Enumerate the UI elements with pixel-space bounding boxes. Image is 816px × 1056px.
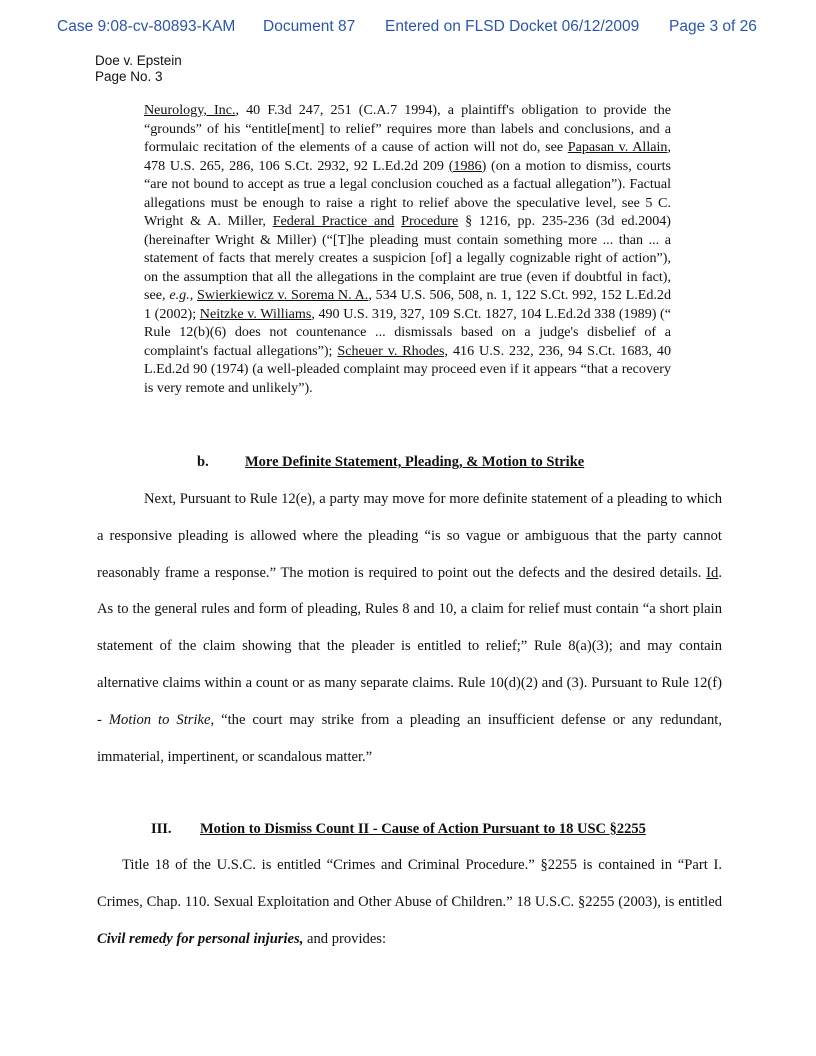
docket-entry-date: Entered on FLSD Docket 06/12/2009 <box>385 18 640 35</box>
citation: Procedure <box>401 213 459 229</box>
block-quote: Neurology, Inc., 40 F.3d 247, 251 (C.A.7 1994), a plaintiff's obligation to provide the “grounds” of his “entitle[ment] to relief” requires more than labels and conclusions, and a formulaic recitation of the elements of a cause of action will not do, see Papasan v. Allain, 478 U.S. 265, 286, 106 S.Ct. 2932, 92 L.Ed.2d 209 (1986) (on a motion to dismiss, courts “are not bound to accept as true a legal conclusion couched as a factual allegation”). Factual allegations must be enough to raise a right to relief above the speculative level, see 5 C. Wright & A. Miller, Federal Practice and Procedure § 1216, pp. 235-236 (3d ed.2004) (hereinafter Wright & Miller) (“[T]he pleading must contain something more ... than ... a statement of facts that merely creates a suspicion [of] a legally cognizable right of action”), on the assumption that all the allegations in the complaint are true (even if doubtful in fact), see, e.g., Swierkiewicz v. Sorema N. A., 534 U.S. 506, 508, n. 1, 122 S.Ct. 992, 152 L.Ed.2d 1 (2002); Neitzke v. Williams, 490 U.S. 319, 327, 109 S.Ct. 1827, 104 L.Ed.2d 338 (1989) (“ Rule 12(b)(6) does not countenance ... dismissals based on a judge's disbelief of a complaint's factual allegations”); Scheuer v. Rhodes, 416 U.S. 232, 236, 94 S.Ct. 1683, 40 L.Ed.2d 90 (1974) (a well-pleaded complaint may proceed even if it appears “that a recovery is very remote and unlikely”). <box>144 102 672 396</box>
citation: Neitzke v. Williams <box>199 305 312 322</box>
page-count: Page 3 of 26 <box>669 18 757 35</box>
paragraph-motion-to-strike: Next, Pursuant to Rule 12(e), a party may move for more definite statement of a pleading to which a responsive pleading is allowed where the pleading “is so vague or ambiguous that the party cannot reasonably frame a response.” The motion is required to point out the defects and the desired details. Id. As to the general rules and form of pleading, Rules 8 and 10, a claim for relief must contain “a short plain statement of the claim showing that the pleader is entitled to relief;” Rule 8(a)(3); and may contain alternative claims within a count or as many separate claims. Rule 10(d)(2) and (3). Pursuant to Rule 12(f) - Motion to Strike, “the court may strike from a pleading an insufficient defense or any redundant, immaterial, impertinent, or scandalous matter.” <box>97 491 722 765</box>
citation: Papasan v. Allain <box>567 139 668 155</box>
section-title: More Definite Statement, Pleading, & Motion to Strike <box>245 454 585 470</box>
citation: Federal Practice and <box>272 213 395 229</box>
section-title: Motion to Dismiss Count II - Cause of Action Pursuant to 18 USC §2255 <box>200 821 646 837</box>
case-number: Case 9:08-cv-80893-KAM <box>57 18 236 35</box>
page-number: Page No. 3 <box>95 69 163 84</box>
document-number: Document 87 <box>263 18 356 35</box>
paragraph-2255: Title 18 of the U.S.C. is entitled “Crimes and Criminal Procedure.” §2255 is contained in “Part I. Crimes, Chap. 110. Sexual Exploitation and Other Abuse of Children.” 18 U.S.C. §2255 (2003), is entitled Civil remedy for personal injuries, and provides: <box>97 857 722 947</box>
case-name: Doe v. Epstein <box>95 53 182 68</box>
section-number: b. <box>197 454 209 470</box>
page-caption <box>95 53 182 85</box>
citation: Swierkiewicz v. Sorema N. A. <box>197 287 369 303</box>
citation: Neurology, Inc. <box>144 102 236 118</box>
citation: Scheuer v. Rhodes, <box>337 342 449 359</box>
section-number: III. <box>151 821 172 837</box>
citation: (1986) <box>448 157 487 174</box>
